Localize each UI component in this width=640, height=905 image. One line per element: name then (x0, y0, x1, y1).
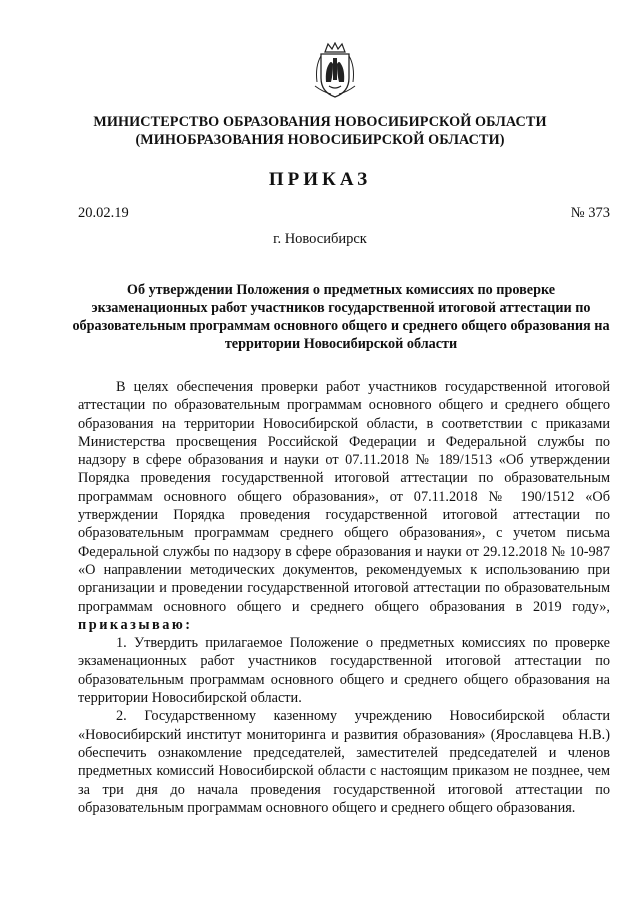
document-type-title: ПРИКАЗ (268, 169, 372, 190)
ministry-name: МИНИСТЕРСТВО ОБРАЗОВАНИЯ НОВОСИБИРСКОЙ ОБЛАСТИ (93, 114, 547, 130)
order-number: № 373 (570, 205, 610, 221)
order-word: приказываю: (78, 616, 193, 633)
coat-of-arms-icon (311, 42, 359, 100)
order-subject: Об утверждении Положения о предметных комиссиях по проверке экзаменационных работ участников государственной итоговой аттестации по образовательным программам основного общего и среднего общего образования на территории Новосибирской области (72, 282, 610, 352)
order-item-2: 2. Государственному казенному учреждению Новосибирской области «Новосибирский институт мониторинга и развития образования» (Ярославцева Н.В.) обеспечить ознакомление председателей, заместителей председателей и членов предметных комиссий Новосибирской области с настоящим приказом не позднее, чем за три дня до начала проведения государственной итоговой аттестации по образовательным программам основного общего и среднего общего образования. (78, 708, 610, 816)
order-body (78, 378, 610, 817)
city-line: г. Новосибирск (273, 231, 367, 247)
order-date: 20.02.19 (78, 205, 129, 221)
order-item-1: 1. Утвердить прилагаемое Положение о предметных комиссиях по проверке экзаменационных работ участников государственной итоговой аттестации по образовательным программам основного общего и среднего общего образования на территории Новосибирской области. (78, 635, 610, 707)
preamble-paragraph (78, 378, 610, 634)
preamble-text: В целях обеспечения проверки работ участников государственной итоговой аттестации по образовательным программам основного общего и среднего общего образования на территории Новосибирской области, в соответствии с приказами Министерства просвещения Российской Федерации и Федеральной службы по надзору в сфере образования и науки от 07.11.2018 № 189/1513 «Об утверждении Порядка проведения государственной итоговой аттестации по образовательным программам основного общего образования», от 07.11.2018 № 190/1512 «Об утверждении Порядка проведения государственной итоговой аттестации по образовательным программам среднего общего образования», с учетом письма Федеральной службы по надзору в сфере образования и науки от 29.12.2018 № 10-987 «О направлении методических документов, рекомендуемых к использованию при организации и проведении государственной итоговой аттестации по образовательным программам основного общего и среднего общего образования в 2019 году», (78, 379, 610, 615)
ministry-short-name: (МИНОБРАЗОВАНИЯ НОВОСИБИРСКОЙ ОБЛАСТИ) (135, 132, 505, 148)
